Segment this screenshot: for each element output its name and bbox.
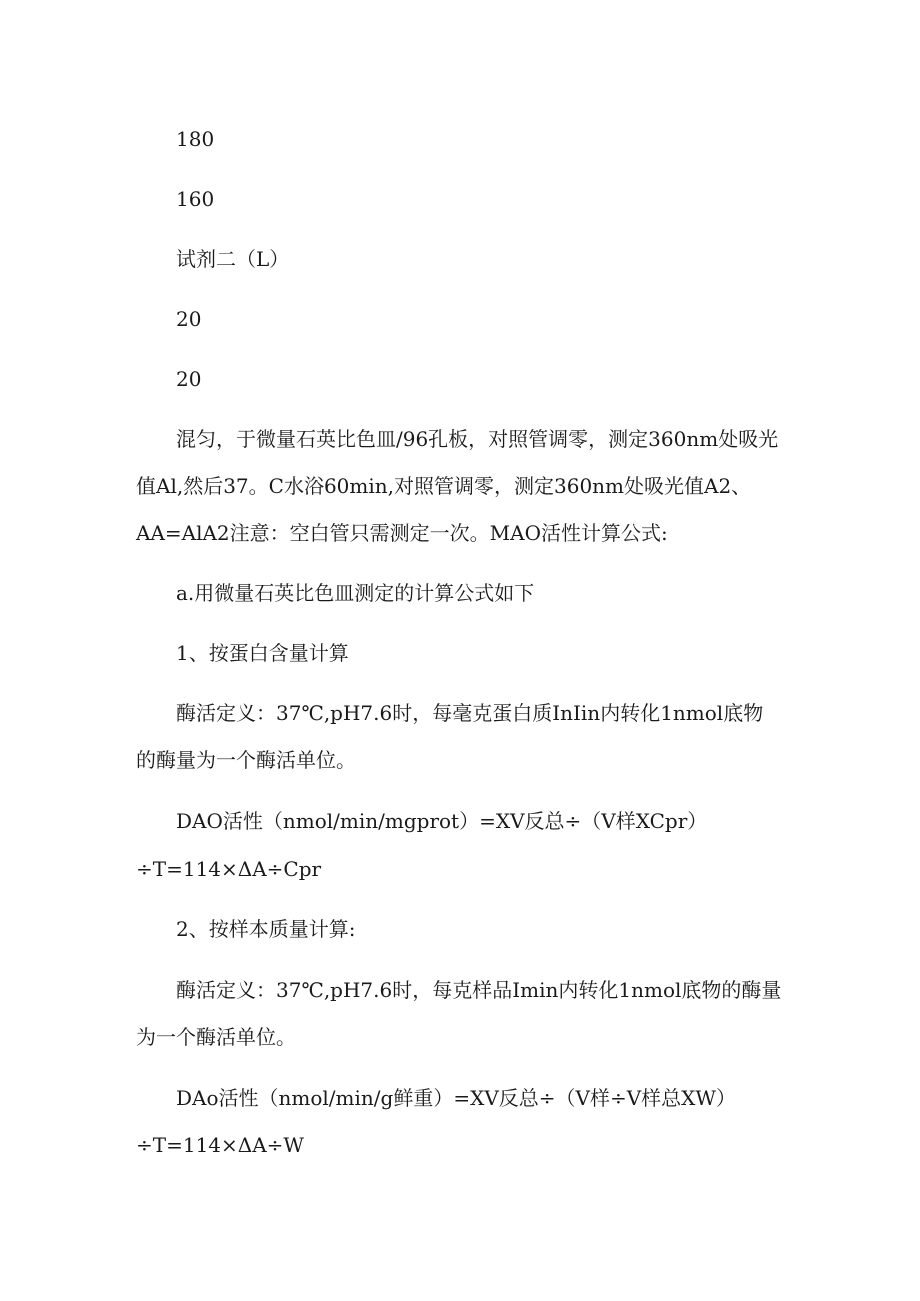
procedure-paragraph-line-3: AA=AlA2注意：空白管只需测定一次。MAO活性计算公式: <box>136 521 668 545</box>
enzyme-definition-protein-line-1: 酶活定义：37℃,pH7.6时，每毫克蛋白质InIin内转化1nmol底物 <box>176 701 764 725</box>
value-180: 180 <box>176 127 215 151</box>
enzyme-definition-mass-line-1: 酶活定义：37℃,pH7.6时，每克样品Imin内转化1nmol底物的酶量 <box>176 978 782 1002</box>
dao-formula-protein-line-2: ÷T=114×ΔA÷Cpr <box>136 857 322 881</box>
section-heading-mass: 2、按样本质量计算: <box>176 917 356 941</box>
value-20-second: 20 <box>176 367 202 391</box>
dao-formula-mass-line-1: DAo活性（nmol/min/g鲜重）=XV反总÷（V样÷V样总XW） <box>176 1086 736 1110</box>
procedure-paragraph-line-2: 值Al,然后37。C水浴60min,对照管调零，测定360nm处吸光值A2、 <box>136 474 752 498</box>
value-20-first: 20 <box>176 307 202 331</box>
dao-formula-protein-line-1: DAO活性（nmol/min/mgprot）=XV反总÷（V样XCpr） <box>176 809 708 833</box>
procedure-paragraph-line-1: 混匀，于微量石英比色皿/96孔板，对照管调零，测定360nm处吸光 <box>176 427 779 451</box>
dao-formula-mass-line-2: ÷T=114×ΔA÷W <box>136 1133 304 1157</box>
value-160: 160 <box>176 187 215 211</box>
reagent-two-label: 试剂二（L） <box>176 247 290 271</box>
enzyme-definition-mass-line-2: 为一个酶活单位。 <box>136 1025 296 1049</box>
section-heading-protein: 1、按蛋白含量计算 <box>176 641 349 665</box>
enzyme-definition-protein-line-2: 的酶量为一个酶活单位。 <box>136 748 356 772</box>
formula-intro: a.用微量石英比色皿测定的计算公式如下 <box>176 581 535 605</box>
